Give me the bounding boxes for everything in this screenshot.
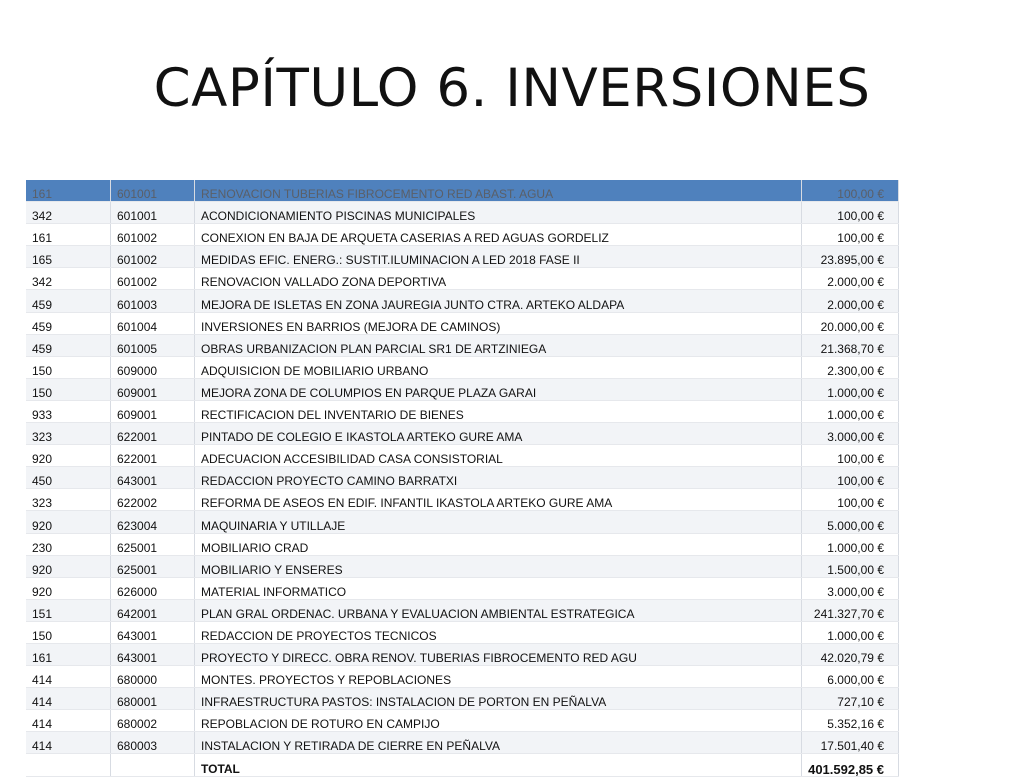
table-row bbox=[26, 688, 899, 710]
program-code-cell: 150 bbox=[26, 378, 111, 400]
amount-cell: 5.000,00 € bbox=[802, 511, 899, 533]
amount-cell: 21.368,70 € bbox=[802, 334, 899, 356]
description-cell: RENOVACION VALLADO ZONA DEPORTIVA bbox=[195, 268, 802, 290]
description-cell: INSTALACION Y RETIRADA DE CIERRE EN PEÑALVA bbox=[195, 732, 802, 754]
program-code-cell: 342 bbox=[26, 268, 111, 290]
table-row bbox=[26, 445, 899, 467]
program-code-cell: 161 bbox=[26, 643, 111, 665]
investment-table bbox=[26, 180, 899, 777]
economic-code-cell: 642001 bbox=[111, 599, 195, 621]
table-row bbox=[26, 356, 899, 378]
amount-cell: 727,10 € bbox=[802, 688, 899, 710]
program-code-cell: 920 bbox=[26, 445, 111, 467]
program-code-cell: 230 bbox=[26, 533, 111, 555]
program-code-cell: 161 bbox=[26, 224, 111, 246]
economic-code-cell: 625001 bbox=[111, 533, 195, 555]
amount-cell: 100,00 € bbox=[802, 202, 899, 224]
description-cell: RECTIFICACION DEL INVENTARIO DE BIENES bbox=[195, 400, 802, 422]
table-row bbox=[26, 467, 899, 489]
table-row bbox=[26, 533, 899, 555]
table-row bbox=[26, 555, 899, 577]
program-code-cell: 920 bbox=[26, 511, 111, 533]
description-cell: REFORMA DE ASEOS EN EDIF. INFANTIL IKASTOLA ARTEKO GURE AMA bbox=[195, 489, 802, 511]
amount-cell: 100,00 € bbox=[802, 445, 899, 467]
table-row bbox=[26, 489, 899, 511]
description-cell: MOBILIARIO CRAD bbox=[195, 533, 802, 555]
economic-code-cell: 601001 bbox=[111, 202, 195, 224]
economic-code-cell: 609001 bbox=[111, 400, 195, 422]
description-cell: MEJORA ZONA DE COLUMPIOS EN PARQUE PLAZA GARAI bbox=[195, 378, 802, 400]
description-cell: INVERSIONES EN BARRIOS (MEJORA DE CAMINOS) bbox=[195, 312, 802, 334]
economic-code-cell: 643001 bbox=[111, 643, 195, 665]
amount-cell: 2.000,00 € bbox=[802, 290, 899, 312]
description-cell: MATERIAL INFORMATICO bbox=[195, 577, 802, 599]
program-code-cell: 342 bbox=[26, 202, 111, 224]
program-code-cell: 151 bbox=[26, 599, 111, 621]
table-row bbox=[26, 224, 899, 246]
amount-cell: 100,00 € bbox=[802, 180, 899, 202]
description-cell: REDACCION PROYECTO CAMINO BARRATXI bbox=[195, 467, 802, 489]
table-row bbox=[26, 643, 899, 665]
economic-code-cell: 622001 bbox=[111, 423, 195, 445]
program-code-cell: 459 bbox=[26, 334, 111, 356]
total-empty-cell bbox=[111, 754, 195, 776]
amount-cell: 1.000,00 € bbox=[802, 378, 899, 400]
economic-code-cell: 601001 bbox=[111, 180, 195, 202]
table-row bbox=[26, 621, 899, 643]
program-code-cell: 414 bbox=[26, 688, 111, 710]
amount-cell: 2.000,00 € bbox=[802, 268, 899, 290]
table-row bbox=[26, 246, 899, 268]
economic-code-cell: 601003 bbox=[111, 290, 195, 312]
program-code-cell: 920 bbox=[26, 555, 111, 577]
economic-code-cell: 601002 bbox=[111, 224, 195, 246]
amount-cell: 100,00 € bbox=[802, 489, 899, 511]
description-cell: REPOBLACION DE ROTURO EN CAMPIJO bbox=[195, 710, 802, 732]
description-cell: MONTES. PROYECTOS Y REPOBLACIONES bbox=[195, 666, 802, 688]
amount-cell: 6.000,00 € bbox=[802, 666, 899, 688]
description-cell: ACONDICIONAMIENTO PISCINAS MUNICIPALES bbox=[195, 202, 802, 224]
economic-code-cell: 622001 bbox=[111, 445, 195, 467]
table-row bbox=[26, 268, 899, 290]
table-row bbox=[26, 710, 899, 732]
description-cell: PLAN GRAL ORDENAC. URBANA Y EVALUACION AMBIENTAL ESTRATEGICA bbox=[195, 599, 802, 621]
program-code-cell: 933 bbox=[26, 400, 111, 422]
economic-code-cell: 609001 bbox=[111, 378, 195, 400]
amount-cell: 20.000,00 € bbox=[802, 312, 899, 334]
program-code-cell: 161 bbox=[26, 180, 111, 202]
total-label: TOTAL bbox=[195, 754, 802, 776]
table-row bbox=[26, 290, 899, 312]
program-code-cell: 414 bbox=[26, 732, 111, 754]
program-code-cell: 323 bbox=[26, 423, 111, 445]
amount-cell: 42.020,79 € bbox=[802, 643, 899, 665]
program-code-cell: 150 bbox=[26, 356, 111, 378]
economic-code-cell: 609000 bbox=[111, 356, 195, 378]
amount-cell: 2.300,00 € bbox=[802, 356, 899, 378]
table-row bbox=[26, 400, 899, 422]
slide-title: CAPÍTULO 6. INVERSIONES bbox=[153, 58, 871, 119]
amount-cell: 3.000,00 € bbox=[802, 577, 899, 599]
table-row bbox=[26, 180, 899, 202]
amount-cell: 23.895,00 € bbox=[802, 246, 899, 268]
amount-cell: 5.352,16 € bbox=[802, 710, 899, 732]
description-cell: MEJORA DE ISLETAS EN ZONA JAUREGIA JUNTO CTRA. ARTEKO ALDAPA bbox=[195, 290, 802, 312]
economic-code-cell: 680003 bbox=[111, 732, 195, 754]
economic-code-cell: 643001 bbox=[111, 467, 195, 489]
program-code-cell: 323 bbox=[26, 489, 111, 511]
table-row bbox=[26, 511, 899, 533]
program-code-cell: 459 bbox=[26, 312, 111, 334]
amount-cell: 100,00 € bbox=[802, 467, 899, 489]
amount-cell: 100,00 € bbox=[802, 224, 899, 246]
description-cell: INFRAESTRUCTURA PASTOS: INSTALACION DE PORTON EN PEÑALVA bbox=[195, 688, 802, 710]
table-row bbox=[26, 732, 899, 754]
economic-code-cell: 622002 bbox=[111, 489, 195, 511]
description-cell: MAQUINARIA Y UTILLAJE bbox=[195, 511, 802, 533]
economic-code-cell: 680002 bbox=[111, 710, 195, 732]
program-code-cell: 165 bbox=[26, 246, 111, 268]
amount-cell: 1.000,00 € bbox=[802, 621, 899, 643]
total-row bbox=[26, 754, 899, 776]
economic-code-cell: 680000 bbox=[111, 666, 195, 688]
economic-code-cell: 601005 bbox=[111, 334, 195, 356]
program-code-cell: 414 bbox=[26, 666, 111, 688]
description-cell: RENOVACION TUBERIAS FIBROCEMENTO RED ABAST. AGUA bbox=[195, 180, 802, 202]
description-cell: PINTADO DE COLEGIO E IKASTOLA ARTEKO GURE AMA bbox=[195, 423, 802, 445]
economic-code-cell: 680001 bbox=[111, 688, 195, 710]
description-cell: OBRAS URBANIZACION PLAN PARCIAL SR1 DE ARTZINIEGA bbox=[195, 334, 802, 356]
description-cell: CONEXION EN BAJA DE ARQUETA CASERIAS A RED AGUAS GORDELIZ bbox=[195, 224, 802, 246]
program-code-cell: 459 bbox=[26, 290, 111, 312]
economic-code-cell: 623004 bbox=[111, 511, 195, 533]
description-cell: MEDIDAS EFIC. ENERG.: SUSTIT.ILUMINACION A LED 2018 FASE II bbox=[195, 246, 802, 268]
investment-table-body bbox=[26, 180, 899, 776]
economic-code-cell: 601002 bbox=[111, 246, 195, 268]
table-row bbox=[26, 202, 899, 224]
amount-cell: 1.000,00 € bbox=[802, 400, 899, 422]
economic-code-cell: 643001 bbox=[111, 621, 195, 643]
amount-cell: 1.000,00 € bbox=[802, 533, 899, 555]
total-empty-cell bbox=[26, 754, 111, 776]
description-cell: ADECUACION ACCESIBILIDAD CASA CONSISTORIAL bbox=[195, 445, 802, 467]
amount-cell: 1.500,00 € bbox=[802, 555, 899, 577]
program-code-cell: 150 bbox=[26, 621, 111, 643]
table-row bbox=[26, 577, 899, 599]
table-row bbox=[26, 312, 899, 334]
amount-cell: 241.327,70 € bbox=[802, 599, 899, 621]
amount-cell: 3.000,00 € bbox=[802, 423, 899, 445]
amount-cell: 17.501,40 € bbox=[802, 732, 899, 754]
table-row bbox=[26, 334, 899, 356]
description-cell: MOBILIARIO Y ENSERES bbox=[195, 555, 802, 577]
program-code-cell: 920 bbox=[26, 577, 111, 599]
economic-code-cell: 601004 bbox=[111, 312, 195, 334]
table-row bbox=[26, 423, 899, 445]
description-cell: ADQUISICION DE MOBILIARIO URBANO bbox=[195, 356, 802, 378]
description-cell: PROYECTO Y DIRECC. OBRA RENOV. TUBERIAS FIBROCEMENTO RED AGU bbox=[195, 643, 802, 665]
table-row bbox=[26, 599, 899, 621]
economic-code-cell: 626000 bbox=[111, 577, 195, 599]
program-code-cell: 414 bbox=[26, 710, 111, 732]
economic-code-cell: 601002 bbox=[111, 268, 195, 290]
description-cell: REDACCION DE PROYECTOS TECNICOS bbox=[195, 621, 802, 643]
economic-code-cell: 625001 bbox=[111, 555, 195, 577]
total-amount: 401.592,85 € bbox=[802, 754, 899, 776]
table-row bbox=[26, 378, 899, 400]
table-row bbox=[26, 666, 899, 688]
program-code-cell: 450 bbox=[26, 467, 111, 489]
